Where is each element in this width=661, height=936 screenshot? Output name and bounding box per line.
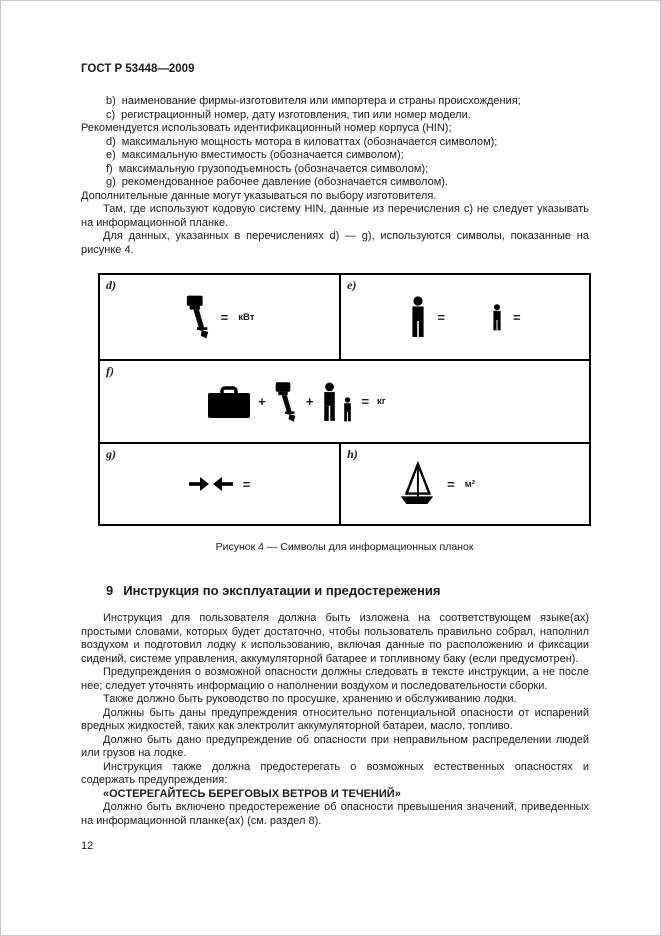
cell-label-f: f) [106,364,114,378]
section-number: 9 [106,583,114,598]
symbols-paragraph: Для данных, указанных в перечислениях d) — g), используются символы, показанные на рисунке 4. [81,230,589,256]
cell-label-g: g) [106,447,116,461]
child-icon [491,304,503,331]
kilowatt-unit: кВт [238,311,255,323]
hin-recommendation: Рекомендуется использовать идентификационный номер корпуса (HIN); [81,122,452,134]
equals-sign: = [513,309,521,325]
list-item-d [81,136,589,150]
figure-caption: Рисунок 4 — Символы для информационных планок [215,541,474,553]
closing-paragraph: Должно быть включено предостережение об опасности превышения значений, приведенных на информационной планке(ах) (см. раздел 8). [81,801,589,827]
list-label: b) [106,95,116,107]
figure-cell-load-capacity [100,361,589,442]
equals-sign: = [447,476,455,492]
figure-row-2 [100,361,589,444]
body-paragraph: Инструкция для пользователя должна быть изложена на соответствующем языке(ах) простыми словами, которых будет достаточно, чтобы пользователь правильно собрал, наполнил воздухом и подготовил лодку к использованию, включая данные по расположению и фиксации сидений, системе управления, аккумуляторной батарее и топливному баку (если предусмотрен). [81,612,589,665]
list-label: c) [106,108,116,121]
list-text: рекомендованное рабочее давление (обозначается символом). [121,176,448,188]
equals-sign: = [242,476,251,492]
body-paragraph: Инструкция также должна предостерегать о возможных естественных опасностях и содержать предупреждения: [81,760,589,786]
sail-area-symbol-group [395,461,475,507]
person-icon [409,296,427,338]
figure-cell-sail-area [341,444,589,524]
list-label: f) [106,162,113,175]
plus-sign: + [258,394,266,409]
body-paragraph: Также должно быть руководство по просушке, хранению и обслуживанию лодки. [103,693,517,705]
outboard-motor-icon [185,294,211,340]
list-text: максимальную вместимость (обозначается символом); [121,149,404,161]
figure-cell-pressure [100,444,341,524]
list-label: e) [106,149,116,161]
figure-4 [98,273,591,526]
body-paragraph: Предупреждения о возможной опасности должны следовать в тексте инструкции, а не после нее; следует уточнять информацию о наполнении воздухом и последовательности сборки. [81,666,589,692]
equals-sign: = [437,309,446,325]
cell-label-e: e) [347,278,357,292]
figure-row-1 [100,275,589,361]
body-paragraph: Должно быть дано предупреждение об опасности при неправильном распределении людей или грузов на лодке. [81,733,589,759]
hin-paragraph: Там, где используют кодовую систему HIN, данные из перечисления c) не следует указывать на информационной планке. [81,203,589,229]
page-number: 12 [81,840,94,852]
list-item-c [81,109,589,123]
page-content [1,1,660,854]
cell-label-h: h) [347,447,358,461]
list-text: максимальную грузоподъемность (обозначается символом); [118,162,429,175]
equals-sign: = [220,309,229,325]
list-text: наименование фирмы-изготовителя или импортера и страны происхождения; [121,95,521,107]
figure-cell-capacity [341,275,589,359]
kilogram-unit: кг [377,396,386,407]
section-9-heading [106,583,589,598]
list-text: максимальную мощность мотора в киловаттах (обозначается символом); [121,135,498,148]
suitcase-icon [208,386,250,418]
list-item-e [81,149,589,163]
list-item-g [81,176,589,190]
list-label: g) [106,176,116,188]
sailboat-icon [395,461,437,507]
person-icon [321,382,338,422]
doc-number-header: ГОСТ Р 53448—2009 [81,63,195,75]
cell-label-d: d) [106,278,116,292]
list-text: регистрационный номер, дату изготовления, тип или номер модели. [121,108,471,121]
pressure-symbol-group [189,476,251,492]
compress-arrows-icon [189,476,233,492]
outboard-motor-icon [274,381,298,423]
load-capacity-symbol-group [208,381,386,423]
persons-group [321,382,353,422]
equals-sign: = [361,394,370,409]
body-paragraph: Должны быть даны предупреждения относительно потенциальной опасности от испарений вредных жидкостей, таких как электролит аккумуляторной батареи, масло, топливо. [81,706,589,732]
capacity-symbol-group [409,296,520,338]
figure-cell-motor-power [100,275,341,359]
list-label: d) [106,135,116,148]
square-meter-unit: м² [464,478,475,490]
child-icon [342,397,353,422]
list-item-f [81,163,589,177]
additional-data-note: Дополнительные данные могут указываться по выбору изготовителя. [81,189,437,202]
figure-row-3 [100,444,589,524]
motor-power-symbol-group [185,294,255,340]
section-title: Инструкция по эксплуатации и предостережения [123,583,441,598]
warning-text: «ОСТЕРЕГАЙТЕСЬ БЕРЕГОВЫХ ВЕТРОВ И ТЕЧЕНИЙ» [103,787,401,800]
plus-sign: + [305,394,314,409]
list-item-b [81,95,589,109]
